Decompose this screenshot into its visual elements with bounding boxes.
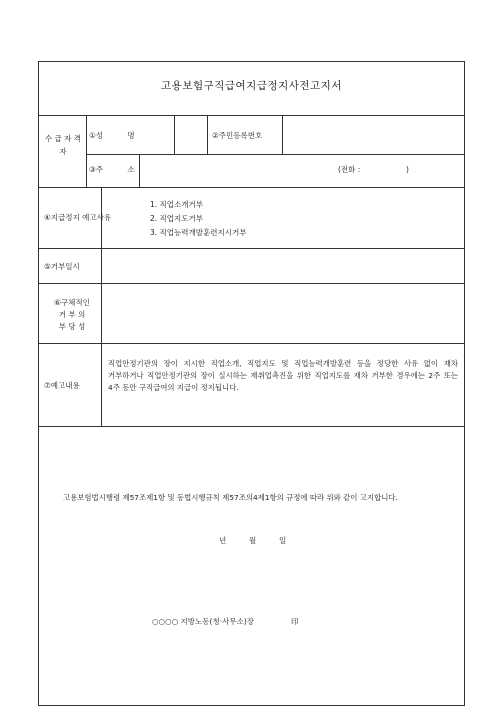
phone-close-paren: ) [406,165,409,174]
recipient-label-divider [86,115,87,187]
specific-refusal-label-line-1: ⑥구체적인 [54,298,90,307]
form-title: 고용보험구직급여지급정지사전고지서 [161,80,342,92]
notice-label: ⑦예고내용 [44,381,80,390]
issuer-name: ○○○○ 지방노동(청·사무소)장 [152,617,255,626]
date-day-label: 일 [279,536,287,545]
address-label: ③주 소 [89,165,135,174]
name-label: ①성 명 [89,131,135,140]
legal-basis-text: 고용보험법시행령 제57조제1항 및 동법시행규칙 제57조의4제1항의 규정에 따라 위와 같이 고지합니다. [63,493,398,502]
address-value-divider [139,154,140,187]
reason-item-2: 2. 직업지도거부 [150,214,204,223]
refusal-date-label: ⑤거부일시 [44,262,80,271]
reason-divider [39,248,464,249]
title-divider [39,115,464,116]
date-month-label: 월 [249,536,257,545]
rrn-value-divider [282,115,283,155]
rrn-label-divider [207,115,208,155]
name-value-divider [174,115,175,155]
refusal-date-divider [39,283,464,284]
specific-refusal-label-line-2: 거 부 의 [58,310,86,319]
recipient-section-label: 수 급 자 격 자 [44,134,82,156]
notice-form [38,61,465,706]
specific-refusal-label-line-3: 부 당 성 [58,322,86,331]
notice-text: 직업안정기관의 장이 지시한 직업소개, 직업지도 및 직업능력개발훈련 등을 정당한 사유 없이 재차 거부하거나 직업안정기관의 장이 실시하는 재취업촉진을 위한 직업지도를 재차 거부한 경우에는 2주 또는 4주 동안 구직급여의 지급이 정지됩니다. [108,359,458,392]
reason-item-1: 1. 직업소개거부 [150,200,204,209]
date-year-label: 년 [219,536,227,545]
reason-label: ④지급정지 예고사유 [44,213,112,222]
label-column-divider [101,187,102,426]
rrn-label: ②주민등록번호 [212,131,263,140]
specific-refusal-divider [39,343,464,344]
name-address-divider [86,154,464,155]
phone-label: (전화 : [338,165,361,174]
seal-mark: 印 [291,617,299,626]
reason-item-3: 3. 직업능력개발훈련지시거부 [150,228,247,237]
recipient-divider [39,187,464,188]
notice-divider [39,426,464,427]
